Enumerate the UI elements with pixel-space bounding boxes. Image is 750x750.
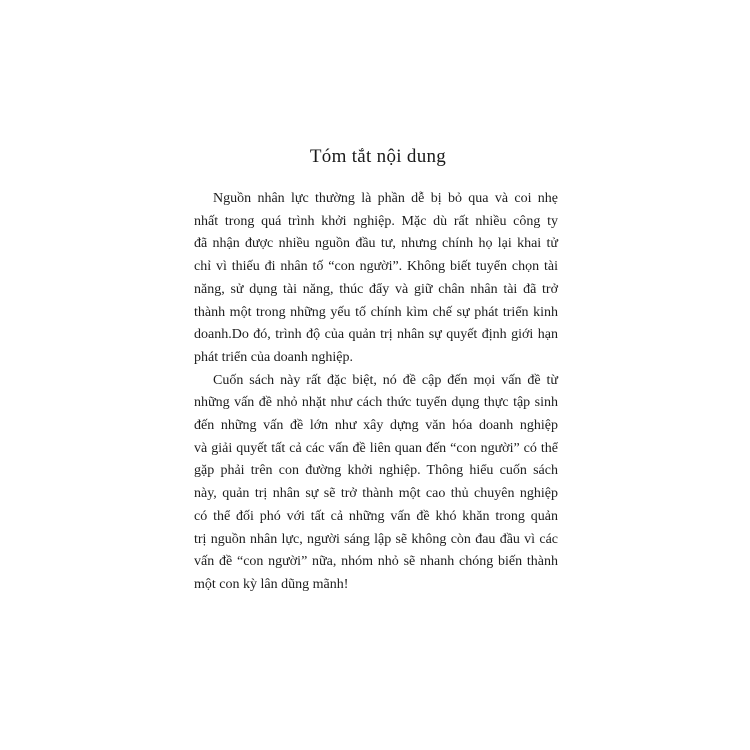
paragraph-1 [194,188,558,370]
paragraph-2 [194,370,558,597]
text-line: năng, sử dụng tài năng, thúc đẩy và giữ chân nhân tài đã trở [194,281,558,297]
text-line: phát triển của doanh nghiệp. [194,349,354,365]
text-line: vấn đề “con người” nữa, nhóm nhỏ sẽ nhanh chóng biến thành [194,554,558,570]
text-line: nhất trong quá trình khởi nghiệp. Mặc dù rất nhiều công ty [194,213,558,229]
text-line: này, quản trị nhân sự sẽ trở thành một cao thủ chuyên nghiệp [194,486,558,502]
text-line: trị nguồn nhân lực, người sáng lập sẽ không còn đau đầu vì các [194,531,558,547]
text-line: doanh.Do đó, trình độ của quản trị nhân sự quyết định giới hạn [194,327,558,343]
text-line: đến những vấn đề lớn như xây dựng văn hóa doanh nghiệp [194,418,558,434]
text-line: Nguồn nhân lực thường là phần dễ bị bỏ qua và coi nhẹ [213,191,558,206]
text-line: đã nhận được nhiều nguồn đầu tư, nhưng chính họ lại khai tử [194,236,558,252]
summary-body [194,188,558,597]
page-title: Tóm tắt nội dung [309,146,447,167]
text-line: Cuốn sách này rất đặc biệt, nó đề cập đến mọi vấn đề từ [213,372,558,388]
text-line: chỉ vì thiếu đi nhân tố “con người”. Không biết tuyển chọn tài [194,259,558,275]
text-line: và giải quyết tất cả các vấn đề liên quan đến “con người” có thể [194,440,558,456]
text-line: thành một trong những yếu tố chính kìm chế sự phát triển kinh [194,304,558,320]
text-line: gặp phải trên con đường khởi nghiệp. Thông hiểu cuốn sách [194,463,558,479]
text-line: những vấn đề nhỏ nhặt như cách thức tuyển dụng thực tập sinh [194,395,558,411]
text-line: có thể đối phó với tất cả những vấn đề khó khăn trong quản [194,508,558,524]
text-line: một con kỳ lân dũng mãnh! [194,576,349,592]
